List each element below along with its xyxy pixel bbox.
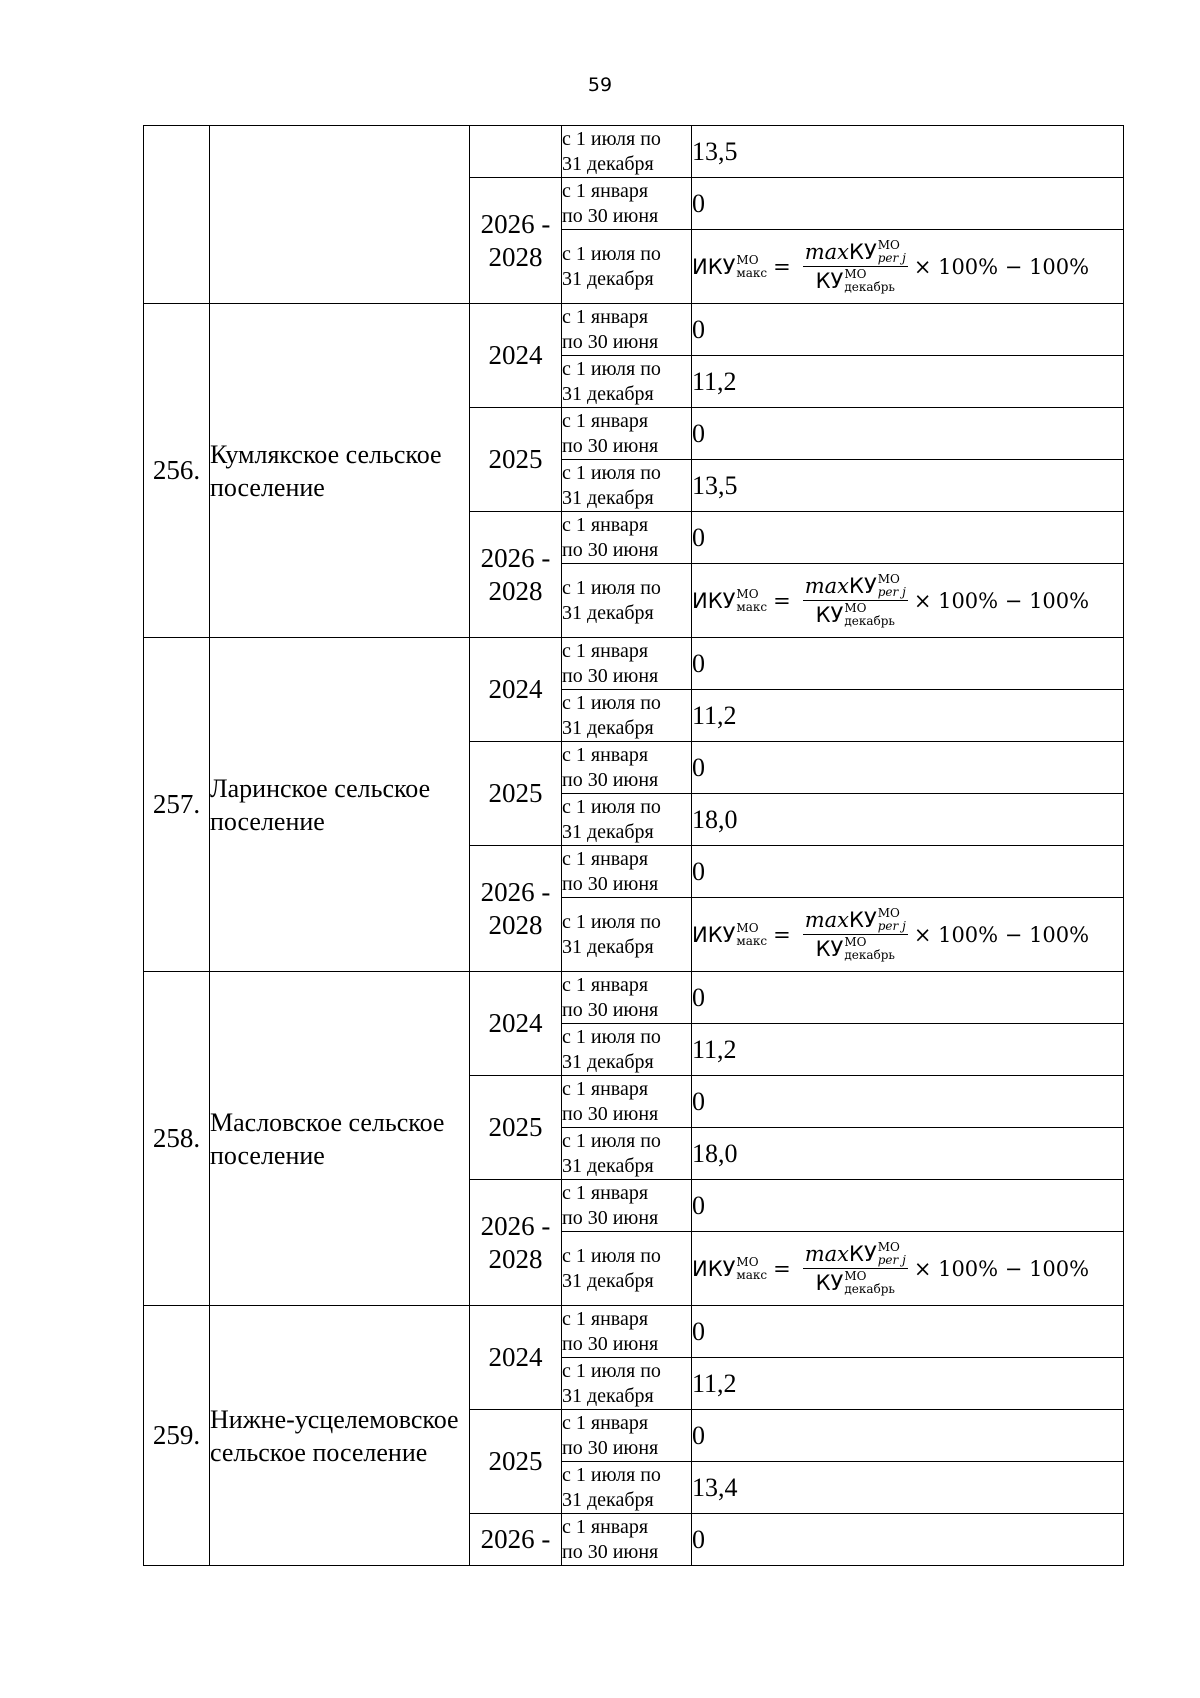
formula <box>692 239 1089 294</box>
period-cell <box>562 1462 692 1514</box>
period-line-2: 31 декабря <box>562 1154 654 1177</box>
period-line-1: с 1 июля по <box>562 1244 661 1267</box>
formula-denominator <box>816 601 895 628</box>
period-line-2: 31 декабря <box>562 382 654 405</box>
value-cell: 0 <box>692 178 1124 230</box>
period-cell <box>562 690 692 742</box>
period-line-2: по 30 июня <box>562 538 659 561</box>
formula-max: max <box>804 574 850 598</box>
year-cell: 2024 <box>470 638 562 742</box>
formula-denominator <box>816 267 895 294</box>
value-cell: 0 <box>692 1306 1124 1358</box>
period-cell <box>562 742 692 794</box>
formula-den-sup: МО <box>844 935 867 949</box>
year-cell: 2026 - 2028 <box>470 846 562 972</box>
row-number: 256. <box>144 304 210 638</box>
formula-num-sup: МО <box>877 572 900 586</box>
formula <box>692 1241 1089 1296</box>
period-line-2: по 30 июня <box>562 1206 659 1229</box>
period-cell <box>562 1024 692 1076</box>
formula-den-sub: декабрь <box>844 1282 895 1296</box>
row-number: 257. <box>144 638 210 972</box>
settlement-name: Нижне-усцелемовское сельское поселение <box>210 1306 470 1566</box>
period-line-2: по 30 июня <box>562 998 659 1021</box>
value-cell: 0 <box>692 408 1124 460</box>
period-line-2: по 30 июня <box>562 1102 659 1125</box>
value-cell: 0 <box>692 742 1124 794</box>
period-line-2: по 30 июня <box>562 330 659 353</box>
year-cell: 2026 - 2028 <box>470 1180 562 1306</box>
formula-tail: × 100% − 100% <box>913 1256 1090 1281</box>
year-cell <box>470 126 562 178</box>
value-cell: 0 <box>692 638 1124 690</box>
formula-lhs-sup: МО <box>736 1254 759 1269</box>
value-cell: 11,2 <box>692 1024 1124 1076</box>
period-line-1: с 1 января <box>562 743 649 766</box>
formula-num-sup: МО <box>877 238 900 252</box>
period-cell <box>562 564 692 638</box>
formula-num-indices <box>878 573 906 599</box>
year-cell: 2024 <box>470 972 562 1076</box>
period-line-1: с 1 июля по <box>562 357 661 380</box>
period-line-2: по 30 июня <box>562 434 659 457</box>
period-cell <box>562 794 692 846</box>
formula-max: max <box>804 1242 850 1266</box>
formula-num-ku: КУ <box>849 574 877 598</box>
formula-tail: × 100% − 100% <box>913 922 1090 947</box>
formula-max: max <box>804 908 850 932</box>
formula-numerator <box>803 573 908 601</box>
formula-equals: = <box>773 254 791 279</box>
period-cell <box>562 304 692 356</box>
formula-lhs-indices <box>736 588 767 614</box>
formula-lhs: ИКУ <box>692 588 736 613</box>
year-cell: 2025 <box>470 1076 562 1180</box>
period-line-2: 31 декабря <box>562 820 654 843</box>
period-cell <box>562 178 692 230</box>
formula-denominator <box>816 935 895 962</box>
period-cell <box>562 1180 692 1232</box>
formula-den-sup: МО <box>844 267 867 281</box>
formula-num-ku: КУ <box>849 240 877 264</box>
period-line-1: с 1 января <box>562 847 649 870</box>
formula-max: max <box>804 240 850 264</box>
formula-den-sup: МО <box>844 601 867 615</box>
formula-cell <box>692 230 1124 304</box>
period-cell <box>562 1076 692 1128</box>
formula-lhs: ИКУ <box>692 922 736 947</box>
formula-lhs-sub: макс <box>736 265 768 280</box>
period-cell <box>562 638 692 690</box>
period-cell <box>562 1128 692 1180</box>
period-cell <box>562 1306 692 1358</box>
period-line-2: 31 декабря <box>562 152 654 175</box>
period-line-1: с 1 января <box>562 639 649 662</box>
period-line-2: 31 декабря <box>562 935 654 958</box>
period-cell <box>562 408 692 460</box>
formula-den-indices <box>844 268 895 294</box>
year-cell: 2026 - <box>470 1514 562 1566</box>
formula-denominator <box>816 1269 895 1296</box>
settlement-name: Кумлякское сельское поселение <box>210 304 470 638</box>
value-cell: 0 <box>692 1076 1124 1128</box>
period-line-2: по 30 июня <box>562 1332 659 1355</box>
value-cell: 11,2 <box>692 356 1124 408</box>
period-line-1: с 1 января <box>562 179 649 202</box>
value-cell: 18,0 <box>692 794 1124 846</box>
year-cell: 2024 <box>470 1306 562 1410</box>
period-cell <box>562 846 692 898</box>
period-line-1: с 1 января <box>562 1077 649 1100</box>
period-line-1: с 1 января <box>562 1307 649 1330</box>
period-line-2: 31 декабря <box>562 1269 654 1292</box>
formula-tail: × 100% − 100% <box>913 254 1090 279</box>
period-line-1: с 1 января <box>562 1181 649 1204</box>
formula-numerator <box>803 907 908 935</box>
value-cell: 0 <box>692 512 1124 564</box>
period-line-1: с 1 июля по <box>562 127 661 150</box>
period-cell <box>562 230 692 304</box>
formula-cell <box>692 1232 1124 1306</box>
period-line-1: с 1 июля по <box>562 910 661 933</box>
period-cell <box>562 126 692 178</box>
formula-num-sub: per j <box>877 585 906 599</box>
tariff-table <box>143 125 1124 1566</box>
period-line-1: с 1 января <box>562 973 649 996</box>
formula-num-sub: per j <box>877 919 906 933</box>
period-cell <box>562 1514 692 1566</box>
period-line-2: 31 декабря <box>562 1050 654 1073</box>
formula-num-indices <box>878 1241 906 1267</box>
period-cell <box>562 972 692 1024</box>
year-cell: 2026 - 2028 <box>470 512 562 638</box>
formula-numerator <box>803 1241 908 1269</box>
formula-cell <box>692 564 1124 638</box>
formula-num-indices <box>878 239 906 265</box>
period-line-1: с 1 января <box>562 1411 649 1434</box>
formula-lhs-indices <box>736 922 767 948</box>
year-cell: 2025 <box>470 1410 562 1514</box>
formula-fraction <box>803 573 908 628</box>
formula-equals: = <box>773 1256 791 1281</box>
value-cell: 0 <box>692 304 1124 356</box>
formula-num-ku: КУ <box>849 1242 877 1266</box>
value-cell: 0 <box>692 1514 1124 1566</box>
formula-num-indices <box>878 907 906 933</box>
formula-lhs-sup: МО <box>736 586 759 601</box>
value-cell: 0 <box>692 1410 1124 1462</box>
period-line-2: по 30 июня <box>562 768 659 791</box>
period-line-1: с 1 января <box>562 1515 649 1538</box>
period-line-1: с 1 января <box>562 305 649 328</box>
period-line-2: по 30 июня <box>562 204 659 227</box>
formula-den-sub: декабрь <box>844 948 895 962</box>
row-number: 259. <box>144 1306 210 1566</box>
value-cell: 11,2 <box>692 1358 1124 1410</box>
formula <box>692 907 1089 962</box>
formula-numerator <box>803 239 908 267</box>
formula-lhs-indices <box>736 254 767 280</box>
settlement-name: Ларинское сельское поселение <box>210 638 470 972</box>
value-cell: 0 <box>692 972 1124 1024</box>
year-cell: 2024 <box>470 304 562 408</box>
period-cell <box>562 1232 692 1306</box>
formula-num-sup: МО <box>877 1240 900 1254</box>
formula-lhs-sup: МО <box>736 920 759 935</box>
period-cell <box>562 1410 692 1462</box>
formula-fraction <box>803 1241 908 1296</box>
period-line-1: с 1 июля по <box>562 461 661 484</box>
formula-den-sub: декабрь <box>844 280 895 294</box>
formula-num-sup: МО <box>877 906 900 920</box>
period-cell <box>562 356 692 408</box>
formula-lhs: ИКУ <box>692 254 736 279</box>
formula-num-sub: per j <box>877 251 906 265</box>
value-cell: 11,2 <box>692 690 1124 742</box>
period-cell <box>562 898 692 972</box>
formula-den-indices <box>844 602 895 628</box>
year-cell: 2026 - 2028 <box>470 178 562 304</box>
formula-lhs: ИКУ <box>692 1256 736 1281</box>
row-number <box>144 126 210 304</box>
period-line-1: с 1 июля по <box>562 1463 661 1486</box>
page-number: 59 <box>587 74 613 96</box>
period-line-2: 31 декабря <box>562 601 654 624</box>
formula-num-sub: per j <box>877 1253 906 1267</box>
formula-den-ku: КУ <box>815 603 844 627</box>
row-number: 258. <box>144 972 210 1306</box>
formula-equals: = <box>773 588 791 613</box>
formula-num-ku: КУ <box>849 908 877 932</box>
period-line-2: 31 декабря <box>562 1488 654 1511</box>
period-line-1: с 1 июля по <box>562 1129 661 1152</box>
formula-lhs-sub: макс <box>736 599 768 614</box>
formula-den-indices <box>844 936 895 962</box>
settlement-name <box>210 126 470 304</box>
period-line-1: с 1 июля по <box>562 576 661 599</box>
period-line-2: по 30 июня <box>562 872 659 895</box>
value-cell: 18,0 <box>692 1128 1124 1180</box>
formula-cell <box>692 898 1124 972</box>
period-cell <box>562 512 692 564</box>
year-cell: 2025 <box>470 742 562 846</box>
period-line-1: с 1 июля по <box>562 691 661 714</box>
period-line-2: 31 декабря <box>562 486 654 509</box>
formula-lhs-sub: макс <box>736 933 768 948</box>
formula-den-indices <box>844 1270 895 1296</box>
period-line-2: 31 декабря <box>562 267 654 290</box>
formula-den-ku: КУ <box>815 937 844 961</box>
value-cell: 0 <box>692 1180 1124 1232</box>
period-line-1: с 1 июля по <box>562 1359 661 1382</box>
period-line-1: с 1 января <box>562 409 649 432</box>
value-cell: 13,5 <box>692 460 1124 512</box>
formula-den-sub: декабрь <box>844 614 895 628</box>
period-line-2: 31 декабря <box>562 716 654 739</box>
value-cell: 13,4 <box>692 1462 1124 1514</box>
value-cell: 13,5 <box>692 126 1124 178</box>
formula-fraction <box>803 239 908 294</box>
formula <box>692 573 1089 628</box>
value-cell: 0 <box>692 846 1124 898</box>
formula-equals: = <box>773 922 791 947</box>
formula-lhs-indices <box>736 1256 767 1282</box>
period-cell <box>562 460 692 512</box>
period-line-1: с 1 июля по <box>562 795 661 818</box>
period-line-2: по 30 июня <box>562 1540 659 1563</box>
formula-den-sup: МО <box>844 1269 867 1283</box>
period-cell <box>562 1358 692 1410</box>
settlement-name: Масловское сельское поселение <box>210 972 470 1306</box>
formula-den-ku: КУ <box>815 269 844 293</box>
period-line-2: 31 декабря <box>562 1384 654 1407</box>
formula-fraction <box>803 907 908 962</box>
formula-lhs-sup: МО <box>736 252 759 267</box>
formula-lhs-sub: макс <box>736 1267 768 1282</box>
period-line-1: с 1 июля по <box>562 242 661 265</box>
period-line-2: по 30 июня <box>562 664 659 687</box>
formula-tail: × 100% − 100% <box>913 588 1090 613</box>
year-cell: 2025 <box>470 408 562 512</box>
period-line-1: с 1 января <box>562 513 649 536</box>
period-line-1: с 1 июля по <box>562 1025 661 1048</box>
period-line-2: по 30 июня <box>562 1436 659 1459</box>
formula-den-ku: КУ <box>815 1271 844 1295</box>
